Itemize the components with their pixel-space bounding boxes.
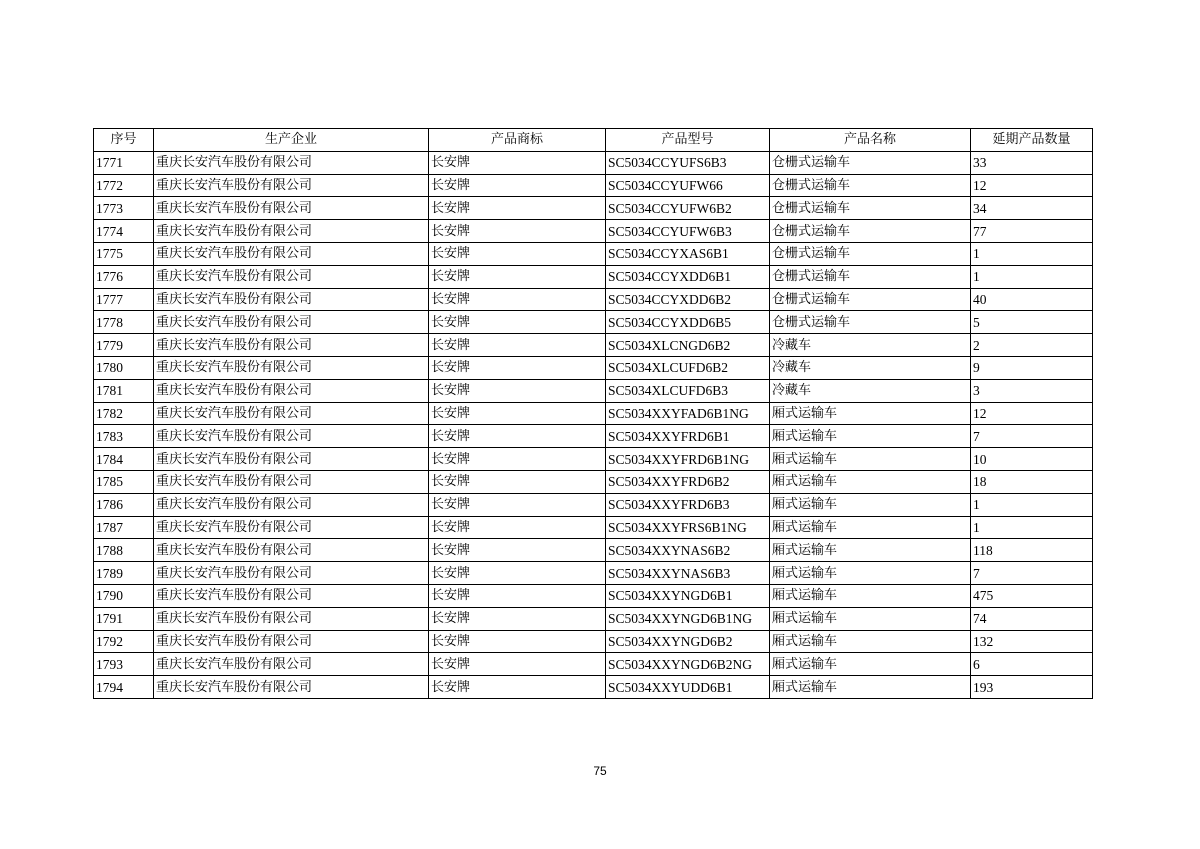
cell-serial: 1777 bbox=[94, 288, 154, 311]
cell-quantity: 2 bbox=[971, 334, 1093, 357]
cell-product-name: 冷藏车 bbox=[770, 379, 971, 402]
cell-manufacturer: 重庆长安汽车股份有限公司 bbox=[154, 311, 429, 334]
cell-serial: 1783 bbox=[94, 425, 154, 448]
cell-serial: 1772 bbox=[94, 174, 154, 197]
cell-manufacturer: 重庆长安汽车股份有限公司 bbox=[154, 653, 429, 676]
cell-serial: 1790 bbox=[94, 584, 154, 607]
cell-brand: 长安牌 bbox=[429, 630, 606, 653]
cell-manufacturer: 重庆长安汽车股份有限公司 bbox=[154, 425, 429, 448]
cell-brand: 长安牌 bbox=[429, 470, 606, 493]
cell-product-name: 厢式运输车 bbox=[770, 448, 971, 471]
table-row bbox=[94, 379, 1093, 402]
cell-quantity: 6 bbox=[971, 653, 1093, 676]
cell-serial: 1788 bbox=[94, 539, 154, 562]
cell-model: SC5034XXYFRD6B1NG bbox=[606, 448, 770, 471]
table-row bbox=[94, 288, 1093, 311]
cell-manufacturer: 重庆长安汽车股份有限公司 bbox=[154, 584, 429, 607]
cell-model: SC5034XXYFRD6B2 bbox=[606, 470, 770, 493]
cell-manufacturer: 重庆长安汽车股份有限公司 bbox=[154, 448, 429, 471]
cell-quantity: 34 bbox=[971, 197, 1093, 220]
cell-serial: 1780 bbox=[94, 356, 154, 379]
cell-model: SC5034XLCNGD6B2 bbox=[606, 334, 770, 357]
cell-product-name: 厢式运输车 bbox=[770, 584, 971, 607]
cell-model: SC5034XXYFRS6B1NG bbox=[606, 516, 770, 539]
table-row bbox=[94, 174, 1093, 197]
cell-brand: 长安牌 bbox=[429, 265, 606, 288]
cell-product-name: 冷藏车 bbox=[770, 334, 971, 357]
col-header-product-name: 产品名称 bbox=[770, 129, 971, 152]
table-row bbox=[94, 448, 1093, 471]
cell-manufacturer: 重庆长安汽车股份有限公司 bbox=[154, 516, 429, 539]
table-row bbox=[94, 242, 1093, 265]
cell-quantity: 475 bbox=[971, 584, 1093, 607]
cell-model: SC5034XXYNGD6B1 bbox=[606, 584, 770, 607]
table-row bbox=[94, 425, 1093, 448]
cell-quantity: 74 bbox=[971, 607, 1093, 630]
table-row bbox=[94, 470, 1093, 493]
cell-product-name: 厢式运输车 bbox=[770, 607, 971, 630]
table-row bbox=[94, 334, 1093, 357]
cell-model: SC5034XXYUDD6B1 bbox=[606, 676, 770, 699]
cell-brand: 长安牌 bbox=[429, 356, 606, 379]
cell-product-name: 仓栅式运输车 bbox=[770, 220, 971, 243]
table-body bbox=[94, 151, 1093, 698]
cell-manufacturer: 重庆长安汽车股份有限公司 bbox=[154, 562, 429, 585]
cell-model: SC5034CCYUFW6B3 bbox=[606, 220, 770, 243]
cell-brand: 长安牌 bbox=[429, 242, 606, 265]
cell-quantity: 7 bbox=[971, 425, 1093, 448]
cell-model: SC5034XXYNGD6B2 bbox=[606, 630, 770, 653]
table-row bbox=[94, 653, 1093, 676]
cell-product-name: 仓栅式运输车 bbox=[770, 242, 971, 265]
cell-brand: 长安牌 bbox=[429, 220, 606, 243]
cell-manufacturer: 重庆长安汽车股份有限公司 bbox=[154, 151, 429, 174]
table-row bbox=[94, 151, 1093, 174]
cell-product-name: 仓栅式运输车 bbox=[770, 265, 971, 288]
table-row bbox=[94, 220, 1093, 243]
cell-model: SC5034XXYNGD6B1NG bbox=[606, 607, 770, 630]
cell-manufacturer: 重庆长安汽车股份有限公司 bbox=[154, 334, 429, 357]
cell-model: SC5034CCYUFW6B2 bbox=[606, 197, 770, 220]
table-row bbox=[94, 311, 1093, 334]
cell-product-name: 厢式运输车 bbox=[770, 516, 971, 539]
cell-product-name: 仓栅式运输车 bbox=[770, 174, 971, 197]
cell-serial: 1775 bbox=[94, 242, 154, 265]
cell-manufacturer: 重庆长安汽车股份有限公司 bbox=[154, 288, 429, 311]
cell-manufacturer: 重庆长安汽车股份有限公司 bbox=[154, 379, 429, 402]
cell-brand: 长安牌 bbox=[429, 516, 606, 539]
cell-quantity: 12 bbox=[971, 174, 1093, 197]
table-row bbox=[94, 607, 1093, 630]
cell-manufacturer: 重庆长安汽车股份有限公司 bbox=[154, 265, 429, 288]
cell-product-name: 厢式运输车 bbox=[770, 653, 971, 676]
cell-product-name: 厢式运输车 bbox=[770, 539, 971, 562]
cell-quantity: 10 bbox=[971, 448, 1093, 471]
cell-brand: 长安牌 bbox=[429, 151, 606, 174]
cell-model: SC5034XXYFRD6B1 bbox=[606, 425, 770, 448]
cell-serial: 1773 bbox=[94, 197, 154, 220]
cell-serial: 1776 bbox=[94, 265, 154, 288]
cell-product-name: 厢式运输车 bbox=[770, 630, 971, 653]
table-row bbox=[94, 265, 1093, 288]
col-header-manufacturer: 生产企业 bbox=[154, 129, 429, 152]
cell-product-name: 厢式运输车 bbox=[770, 493, 971, 516]
cell-product-name: 冷藏车 bbox=[770, 356, 971, 379]
cell-brand: 长安牌 bbox=[429, 402, 606, 425]
product-extension-table bbox=[93, 128, 1093, 699]
cell-brand: 长安牌 bbox=[429, 539, 606, 562]
cell-product-name: 厢式运输车 bbox=[770, 402, 971, 425]
cell-model: SC5034XXYNGD6B2NG bbox=[606, 653, 770, 676]
cell-product-name: 厢式运输车 bbox=[770, 470, 971, 493]
cell-brand: 长安牌 bbox=[429, 562, 606, 585]
cell-product-name: 厢式运输车 bbox=[770, 425, 971, 448]
cell-quantity: 7 bbox=[971, 562, 1093, 585]
cell-product-name: 仓栅式运输车 bbox=[770, 197, 971, 220]
cell-model: SC5034CCYXDD6B1 bbox=[606, 265, 770, 288]
cell-brand: 长安牌 bbox=[429, 288, 606, 311]
table-row bbox=[94, 356, 1093, 379]
cell-model: SC5034XXYFAD6B1NG bbox=[606, 402, 770, 425]
table-row bbox=[94, 402, 1093, 425]
cell-quantity: 1 bbox=[971, 242, 1093, 265]
table-row bbox=[94, 584, 1093, 607]
cell-serial: 1786 bbox=[94, 493, 154, 516]
cell-brand: 长安牌 bbox=[429, 379, 606, 402]
cell-brand: 长安牌 bbox=[429, 493, 606, 516]
cell-model: SC5034CCYXAS6B1 bbox=[606, 242, 770, 265]
col-header-quantity: 延期产品数量 bbox=[971, 129, 1093, 152]
cell-serial: 1774 bbox=[94, 220, 154, 243]
cell-brand: 长安牌 bbox=[429, 311, 606, 334]
cell-serial: 1779 bbox=[94, 334, 154, 357]
cell-brand: 长安牌 bbox=[429, 653, 606, 676]
col-header-brand: 产品商标 bbox=[429, 129, 606, 152]
cell-quantity: 1 bbox=[971, 516, 1093, 539]
cell-serial: 1789 bbox=[94, 562, 154, 585]
cell-serial: 1771 bbox=[94, 151, 154, 174]
cell-quantity: 1 bbox=[971, 493, 1093, 516]
cell-brand: 长安牌 bbox=[429, 174, 606, 197]
cell-serial: 1794 bbox=[94, 676, 154, 699]
cell-quantity: 18 bbox=[971, 470, 1093, 493]
cell-serial: 1784 bbox=[94, 448, 154, 471]
cell-serial: 1793 bbox=[94, 653, 154, 676]
cell-model: SC5034XLCUFD6B3 bbox=[606, 379, 770, 402]
cell-serial: 1781 bbox=[94, 379, 154, 402]
cell-model: SC5034XXYFRD6B3 bbox=[606, 493, 770, 516]
cell-brand: 长安牌 bbox=[429, 425, 606, 448]
col-header-serial: 序号 bbox=[94, 129, 154, 152]
cell-quantity: 9 bbox=[971, 356, 1093, 379]
cell-quantity: 3 bbox=[971, 379, 1093, 402]
table-row bbox=[94, 676, 1093, 699]
cell-manufacturer: 重庆长安汽车股份有限公司 bbox=[154, 470, 429, 493]
cell-manufacturer: 重庆长安汽车股份有限公司 bbox=[154, 220, 429, 243]
table-row bbox=[94, 516, 1093, 539]
cell-quantity: 33 bbox=[971, 151, 1093, 174]
cell-product-name: 仓栅式运输车 bbox=[770, 288, 971, 311]
cell-quantity: 12 bbox=[971, 402, 1093, 425]
cell-product-name: 厢式运输车 bbox=[770, 676, 971, 699]
cell-manufacturer: 重庆长安汽车股份有限公司 bbox=[154, 402, 429, 425]
table-row bbox=[94, 630, 1093, 653]
cell-quantity: 1 bbox=[971, 265, 1093, 288]
cell-quantity: 118 bbox=[971, 539, 1093, 562]
cell-serial: 1778 bbox=[94, 311, 154, 334]
cell-quantity: 77 bbox=[971, 220, 1093, 243]
cell-model: SC5034XXYNAS6B3 bbox=[606, 562, 770, 585]
cell-manufacturer: 重庆长安汽车股份有限公司 bbox=[154, 607, 429, 630]
cell-manufacturer: 重庆长安汽车股份有限公司 bbox=[154, 197, 429, 220]
cell-manufacturer: 重庆长安汽车股份有限公司 bbox=[154, 174, 429, 197]
cell-serial: 1791 bbox=[94, 607, 154, 630]
table-row bbox=[94, 197, 1093, 220]
cell-brand: 长安牌 bbox=[429, 676, 606, 699]
cell-quantity: 132 bbox=[971, 630, 1093, 653]
cell-product-name: 厢式运输车 bbox=[770, 562, 971, 585]
cell-serial: 1785 bbox=[94, 470, 154, 493]
table-header-row bbox=[94, 129, 1093, 152]
cell-model: SC5034CCYUFS6B3 bbox=[606, 151, 770, 174]
cell-manufacturer: 重庆长安汽车股份有限公司 bbox=[154, 242, 429, 265]
col-header-model: 产品型号 bbox=[606, 129, 770, 152]
table-row bbox=[94, 539, 1093, 562]
cell-serial: 1782 bbox=[94, 402, 154, 425]
cell-brand: 长安牌 bbox=[429, 448, 606, 471]
cell-quantity: 40 bbox=[971, 288, 1093, 311]
cell-brand: 长安牌 bbox=[429, 584, 606, 607]
cell-manufacturer: 重庆长安汽车股份有限公司 bbox=[154, 356, 429, 379]
cell-manufacturer: 重庆长安汽车股份有限公司 bbox=[154, 539, 429, 562]
cell-model: SC5034XLCUFD6B2 bbox=[606, 356, 770, 379]
cell-quantity: 5 bbox=[971, 311, 1093, 334]
cell-quantity: 193 bbox=[971, 676, 1093, 699]
table-row bbox=[94, 493, 1093, 516]
cell-manufacturer: 重庆长安汽车股份有限公司 bbox=[154, 630, 429, 653]
cell-manufacturer: 重庆长安汽车股份有限公司 bbox=[154, 676, 429, 699]
cell-brand: 长安牌 bbox=[429, 607, 606, 630]
cell-serial: 1792 bbox=[94, 630, 154, 653]
cell-model: SC5034XXYNAS6B2 bbox=[606, 539, 770, 562]
cell-model: SC5034CCYXDD6B2 bbox=[606, 288, 770, 311]
cell-model: SC5034CCYXDD6B5 bbox=[606, 311, 770, 334]
product-table-container bbox=[93, 128, 1092, 699]
page-number: 75 bbox=[593, 764, 607, 778]
cell-product-name: 仓栅式运输车 bbox=[770, 151, 971, 174]
cell-manufacturer: 重庆长安汽车股份有限公司 bbox=[154, 493, 429, 516]
cell-brand: 长安牌 bbox=[429, 197, 606, 220]
cell-product-name: 仓栅式运输车 bbox=[770, 311, 971, 334]
table-row bbox=[94, 562, 1093, 585]
cell-serial: 1787 bbox=[94, 516, 154, 539]
cell-brand: 长安牌 bbox=[429, 334, 606, 357]
cell-model: SC5034CCYUFW66 bbox=[606, 174, 770, 197]
